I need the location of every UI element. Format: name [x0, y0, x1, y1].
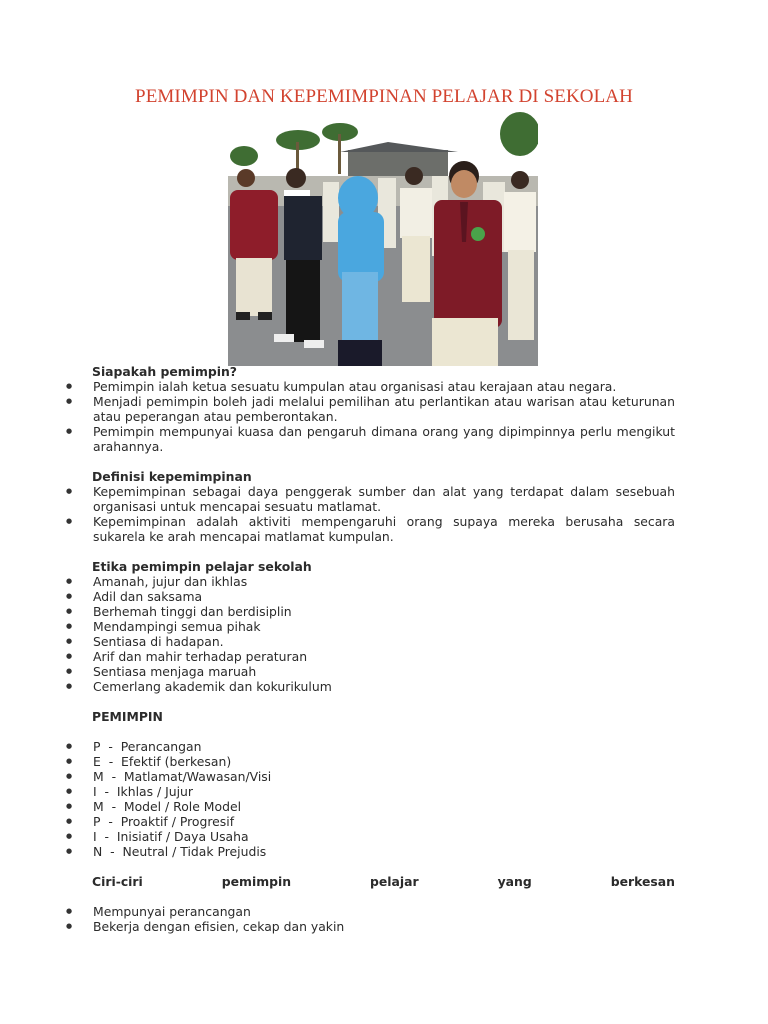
list-item: ● M - Matlamat/Wawasan/Visi: [0, 769, 768, 784]
section-heading-siapakah: [92, 364, 768, 379]
list-item: ● E - Efektif (berkesan): [0, 754, 768, 769]
list-item: ● Amanah, jujur dan ikhlas: [0, 574, 768, 589]
section-heading-definisi: Definisi kepemimpinan: [92, 469, 252, 484]
heading-initial: S: [92, 364, 101, 379]
list-item: ● I - Ikhlas / Jujur: [0, 784, 768, 799]
siapakah-list: [0, 379, 768, 454]
list-item: ● N - Neutral / Tidak Prejudis: [0, 844, 768, 859]
section-heading-ciri-ciri: [92, 874, 675, 889]
list-item: ● Pemimpin mempunyai kuasa dan pengaruh dimana orang yang dipimpinnya perlu mengikut arahannya.: [0, 424, 768, 454]
document-title: PEMIMPIN DAN KEPEMIMPINAN PELAJAR DI SEKOLAH: [135, 86, 633, 107]
list-item: ● Adil dan saksama: [0, 589, 768, 604]
list-item: ● Sentiasa menjaga maruah: [0, 664, 768, 679]
list-item: ● P - Perancangan: [0, 739, 768, 754]
list-item: ● Sentiasa di hadapan.: [0, 634, 768, 649]
list-item: ● Menjadi pemimpin boleh jadi melalui pemilihan atu perlantikan atau warisan atau keturunan atau peperangan atau pemberontakan.: [0, 394, 768, 424]
list-item: ● Bekerja dengan efisien, cekap dan yakin: [0, 919, 768, 934]
section-heading-pemimpin: PEMIMPIN: [92, 709, 163, 724]
heading-text: iapakah pemimpin?: [100, 364, 237, 379]
list-item: ● Cemerlang akademik dan kokurikulum: [0, 679, 768, 694]
student-leaders-photo: [228, 112, 538, 366]
heading-word: yang: [497, 874, 532, 889]
definisi-list: [0, 484, 768, 544]
list-item: ● Mempunyai perancangan: [0, 904, 768, 919]
list-item: ● I - Inisiatif / Daya Usaha: [0, 829, 768, 844]
list-item: ● Kepemimpinan adalah aktiviti mempengaruhi orang supaya mereka berusaha secara sukarela ke arah mencapai matlamat kumpulan.: [0, 514, 768, 544]
heading-word: pelajar: [370, 874, 419, 889]
list-item: ● Arif dan mahir terhadap peraturan: [0, 649, 768, 664]
pemimpin-acronym-list: [0, 739, 768, 859]
list-item: ● P - Proaktif / Progresif: [0, 814, 768, 829]
heading-word: berkesan: [610, 874, 675, 889]
list-item: ● M - Model / Role Model: [0, 799, 768, 814]
list-item: ● Berhemah tinggi dan berdisiplin: [0, 604, 768, 619]
heading-word: pemimpin: [221, 874, 292, 889]
etika-list: [0, 574, 768, 694]
list-item: ● Mendampingi semua pihak: [0, 619, 768, 634]
list-item: ● Kepemimpinan sebagai daya penggerak sumber dan alat yang terdapat dalam sesebuah organisasi untuk mencapai sesuatu matlamat.: [0, 484, 768, 514]
ciri-ciri-list: [0, 904, 768, 934]
list-item: ● Pemimpin ialah ketua sesuatu kumpulan atau organisasi atau kerajaan atau negara.: [0, 379, 768, 394]
section-heading-etika: Etika pemimpin pelajar sekolah: [92, 559, 312, 574]
heading-word: Ciri-ciri: [92, 874, 143, 889]
